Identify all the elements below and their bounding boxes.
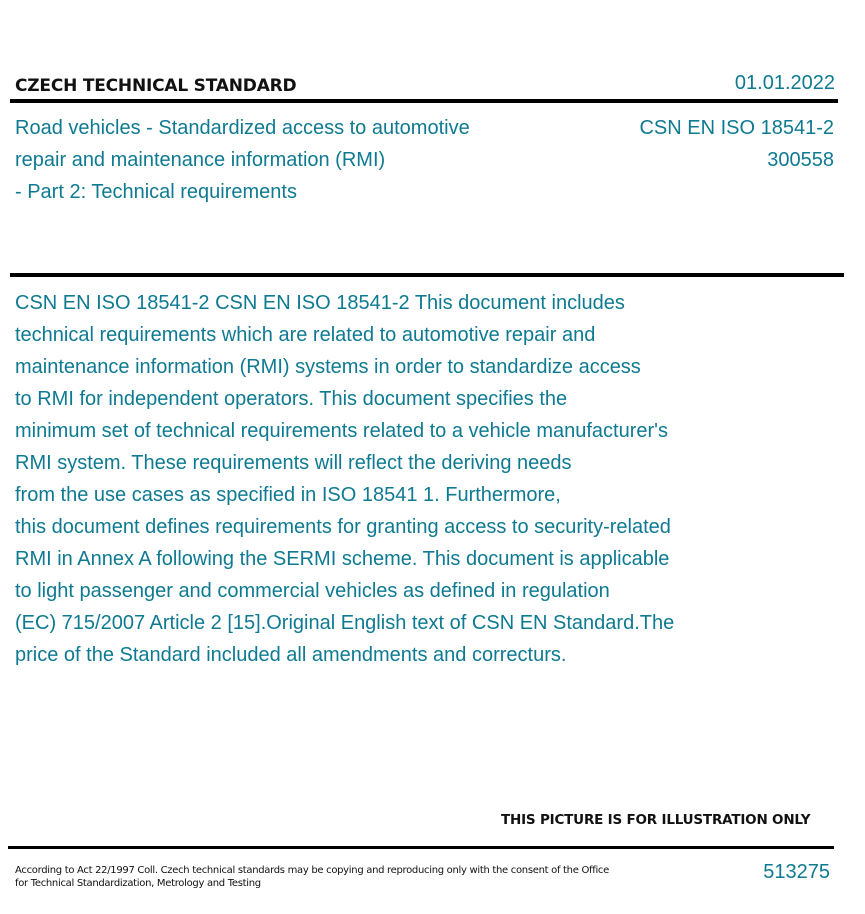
legal-notice-line: According to Act 22/1997 Coll. Czech technical standards may be copying and reproducing only with the consent of the Office xyxy=(15,865,609,876)
description-line: to RMI for independent operators. This document specifies the xyxy=(15,388,568,410)
description-line: RMI in Annex A following the SERMI scheme. This document is applicable xyxy=(15,548,670,570)
description-line: CSN EN ISO 18541-2 CSN EN ISO 18541-2 This document includes xyxy=(15,292,625,314)
description-line: minimum set of technical requirements related to a vehicle manufacturer's xyxy=(15,420,668,442)
description-line: RMI system. These requirements will reflect the deriving needs xyxy=(15,452,572,474)
description-line: from the use cases as specified in ISO 18541 1. Furthermore, xyxy=(15,484,561,506)
illustration-disclaimer: THIS PICTURE IS FOR ILLUSTRATION ONLY xyxy=(501,812,811,828)
legal-notice-line: for Technical Standardization, Metrology and Testing xyxy=(15,878,261,889)
description-line: maintenance information (RMI) systems in order to standardize access xyxy=(15,356,641,378)
title-line-2: repair and maintenance information (RMI) xyxy=(15,149,386,171)
description-line: this document defines requirements for granting access to security-related xyxy=(15,516,671,538)
publication-date: 01.01.2022 xyxy=(734,72,835,94)
description-line: technical requirements which are related to automotive repair and xyxy=(15,324,596,346)
description-line: (EC) 715/2007 Article 2 [15].Original English text of CSN EN Standard.The xyxy=(15,612,675,634)
description-line: to light passenger and commercial vehicles as defined in regulation xyxy=(15,580,610,602)
document-id: 513275 xyxy=(763,861,830,883)
title-divider xyxy=(10,273,844,277)
description-line: price of the Standard included all amendments and correcturs. xyxy=(15,644,567,666)
description-text xyxy=(15,287,755,671)
title-line-1: Road vehicles - Standardized access to automotive xyxy=(15,117,470,139)
header-divider xyxy=(10,99,838,103)
title-line-3: - Part 2: Technical requirements xyxy=(15,181,297,203)
footer-divider xyxy=(8,846,834,849)
standard-type-label: CZECH TECHNICAL STANDARD xyxy=(15,76,297,96)
legal-notice xyxy=(15,864,615,890)
standard-code: CSN EN ISO 18541-2 xyxy=(639,117,834,139)
catalog-number: 300558 xyxy=(767,149,834,171)
